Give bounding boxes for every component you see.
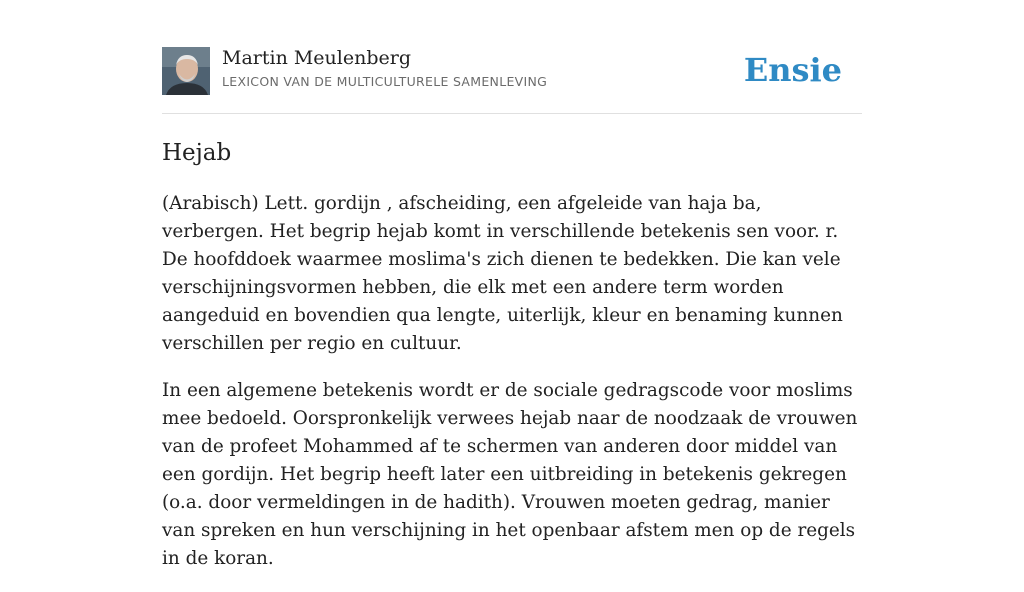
article-header — [162, 46, 862, 96]
author-avatar[interactable] — [162, 47, 210, 95]
article-paragraph: In een algemene betekenis wordt er de sociale gedragscode voor moslims mee bedoeld. Oorspronkelijk verwees hejab naar de noodzaak de vrouwen van de profeet Mohammed af te schermen van anderen door middel van een gordijn. Het begrip heeft later een uitbreiding in betekenis gekregen (o.a. door vermeldingen in de hadith). Vrouwen moeten gedrag, manier van spreken en hun verschijning in het openbaar afstem men op de regels in de koran. — [162, 380, 858, 569]
author-photo-icon — [162, 47, 210, 95]
article-paragraph: (Arabisch) Lett. gordijn , afscheiding, een afgeleide van haja ba, verbergen. Het begrip hejab komt in verschillende betekenis sen voor. r. De hoofddoek waarmee moslima's zich dienen te bedekken. Die kan vele verschijningsvormen hebben, die elk met een andere term worden aangeduid en bovendien qua lengte, uiterlijk, kleur en benaming kunnen verschillen per regio en cultuur. — [162, 193, 843, 354]
article-body — [162, 190, 868, 592]
brand-logo[interactable]: Ensie — [743, 51, 842, 89]
header-divider — [162, 113, 862, 114]
article-title: Hejab — [162, 140, 232, 166]
collection-name[interactable]: LEXICON VAN DE MULTICULTURELE SAMENLEVING — [222, 74, 548, 89]
author-name[interactable]: Martin Meulenberg — [222, 47, 411, 69]
